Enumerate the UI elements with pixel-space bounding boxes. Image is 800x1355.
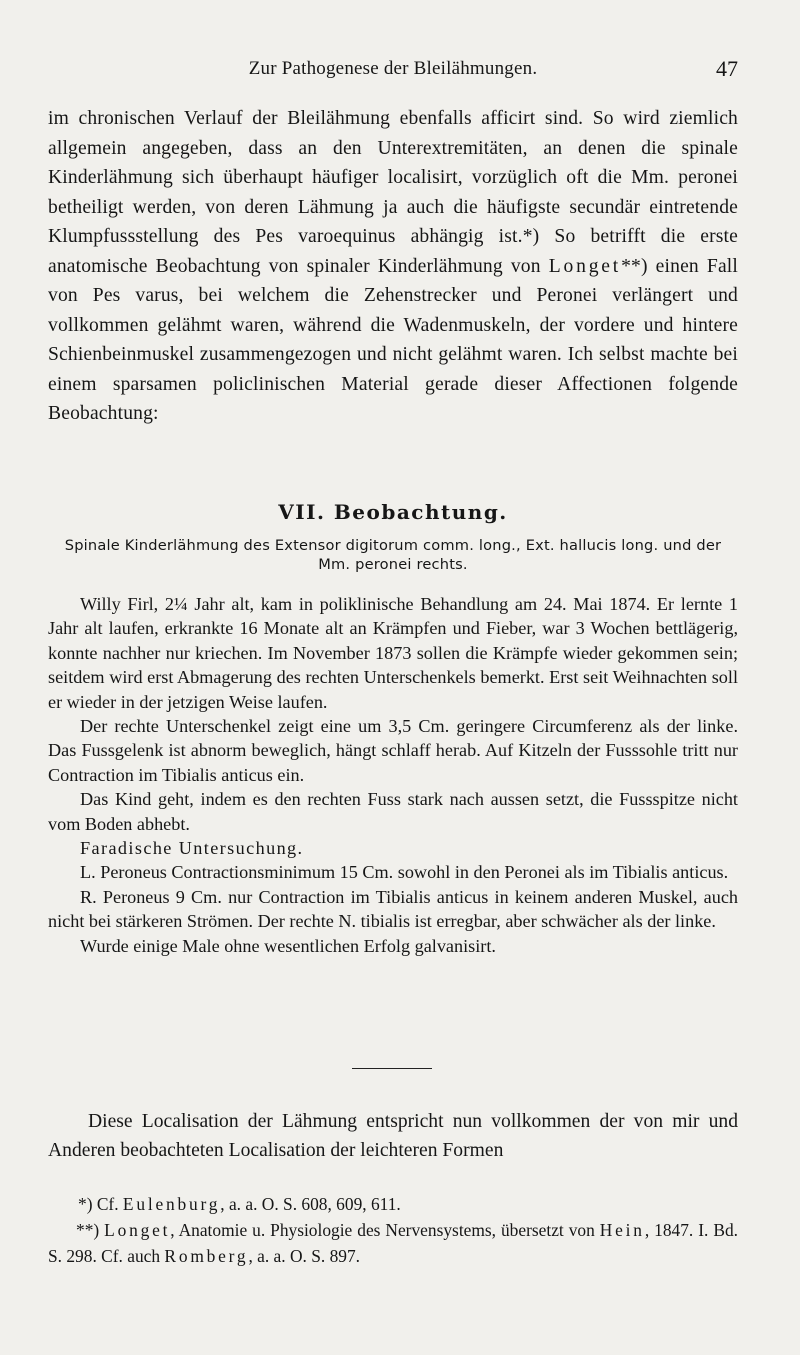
case-paragraph: Das Kind geht, indem es den rechten Fuss stark nach aussen setzt, die Fussspitze nicht vom Boden abhebt. [48,789,738,834]
footnote-text: , a. a. O. S. 608, 609, 611. [220,1194,401,1214]
observation-heading: VII. Beobachtung. [278,500,508,524]
footnote-text: , a. a. O. S. 897. [248,1246,361,1266]
intro-paragraph [48,104,738,429]
footnote-text: **) [76,1220,105,1240]
case-paragraph: Der rechte Unterschenkel zeigt eine um 3,5 Cm. geringere Circumferenz als der linke. Das Fussgelenk ist abnorm beweglich, hängt schlaff herab. Auf Kitzeln der Fusssohle tritt nur Contraction im Tibialis anticus ein. [48,716,738,785]
case-paragraph: L. Peroneus Contractionsminimum 15 Cm. sowohl in den Peronei als im Tibialis anticus. [80,862,729,883]
footnote-author: Romberg [164,1246,249,1266]
case-paragraph: Willy Firl, 2¼ Jahr alt, kam in poliklinische Behandlung am 24. Mai 1874. Er lernte 1 Jahr alt laufen, erkrankte 16 Monate alt an Krämpfen und Fieber, war 3 Wochen bettlägerig, konnte nachher nur kriechen. Im November 1873 sollen die Krämpfe wieder gekommen sein; seitdem wird erst Abmagerung des rechten Unterschenkels bemerkt. Erst seit Weihnachten soll er wieder in der jetzigen Weise laufen. [48,594,738,712]
footnote-text: , 1847. I. Bd. S. 298. Cf. auch [48,1220,738,1266]
closing-text: Diese Localisation der Lähmung entspricht nun vollkommen der von mir und Anderen beobachteten Localisation der leichteren Formen [48,1111,738,1161]
case-paragraph: Wurde einige Male ohne wesentlichen Erfolg galvanisirt. [80,935,496,956]
footnote-1 [48,1191,738,1217]
running-title: Zur Pathogenese der Bleilähmungen. [248,58,538,79]
footnote-text: *) Cf. [78,1194,123,1214]
intro-segment: **) einen Fall von Pes varus, bei welchem die Zehenstrecker und Peronei verlängert und vollkommen gelähmt waren, während die Wadenmuskeln, der vordere und hintere Schienbeinmuskel zusammengezogen und nicht gelähmt waren. Ich selbst machte bei einem sparsamen policlinischen Material gerade dieser Affectionen folgende Beobachtung: [48,255,738,424]
author-name-longet: Longet [548,255,622,277]
observation-section [48,500,738,958]
running-head [48,58,738,88]
observation-subtitle: Spinale Kinderlähmung des Extensor digitorum comm. long., Ext. hallucis long. und der Mm. peronei rechts. [64,537,722,573]
footnote-2 [48,1217,738,1269]
case-report [48,592,738,958]
closing-paragraph [48,1108,738,1165]
footnote-author: Hein [599,1220,645,1240]
intro-text [48,104,738,429]
footnote-author: Eulenburg [122,1194,221,1214]
case-paragraph: R. Peroneus 9 Cm. nur Contraction im Tibialis anticus in keinem anderen Muskel, auch nicht bei stärkeren Strömen. Der rechte N. tibialis ist erregbar, aber schwächer als der linke. [48,886,738,932]
footnote-author: Longet [104,1220,171,1240]
footnotes [48,1191,738,1269]
case-paragraph-faradic: Faradische Untersuchung. [80,838,304,859]
intro-segment: im chronischen Verlauf der Bleilähmung ebenfalls afficirt sind. So wird ziemlich allgemein angegeben, dass an den Unterextremitäten, an denen die spinale Kinderlähmung sich überhaupt häufiger localisirt, vorzüglich oft die Mm. peronei betheiligt werden, von deren Lähmung ja auch die häufigste secundär eintretende Klumpfussstellung des Pes varoequinus abhängig ist.*) So betrifft die erste anatomische Beobachtung von spinaler Kinderlähmung von [48,108,738,277]
footnote-text: , Anatomie u. Physiologie des Nervensystems, übersetzt von [170,1220,600,1240]
page-number: 47 [716,56,738,81]
section-divider [352,1068,432,1069]
